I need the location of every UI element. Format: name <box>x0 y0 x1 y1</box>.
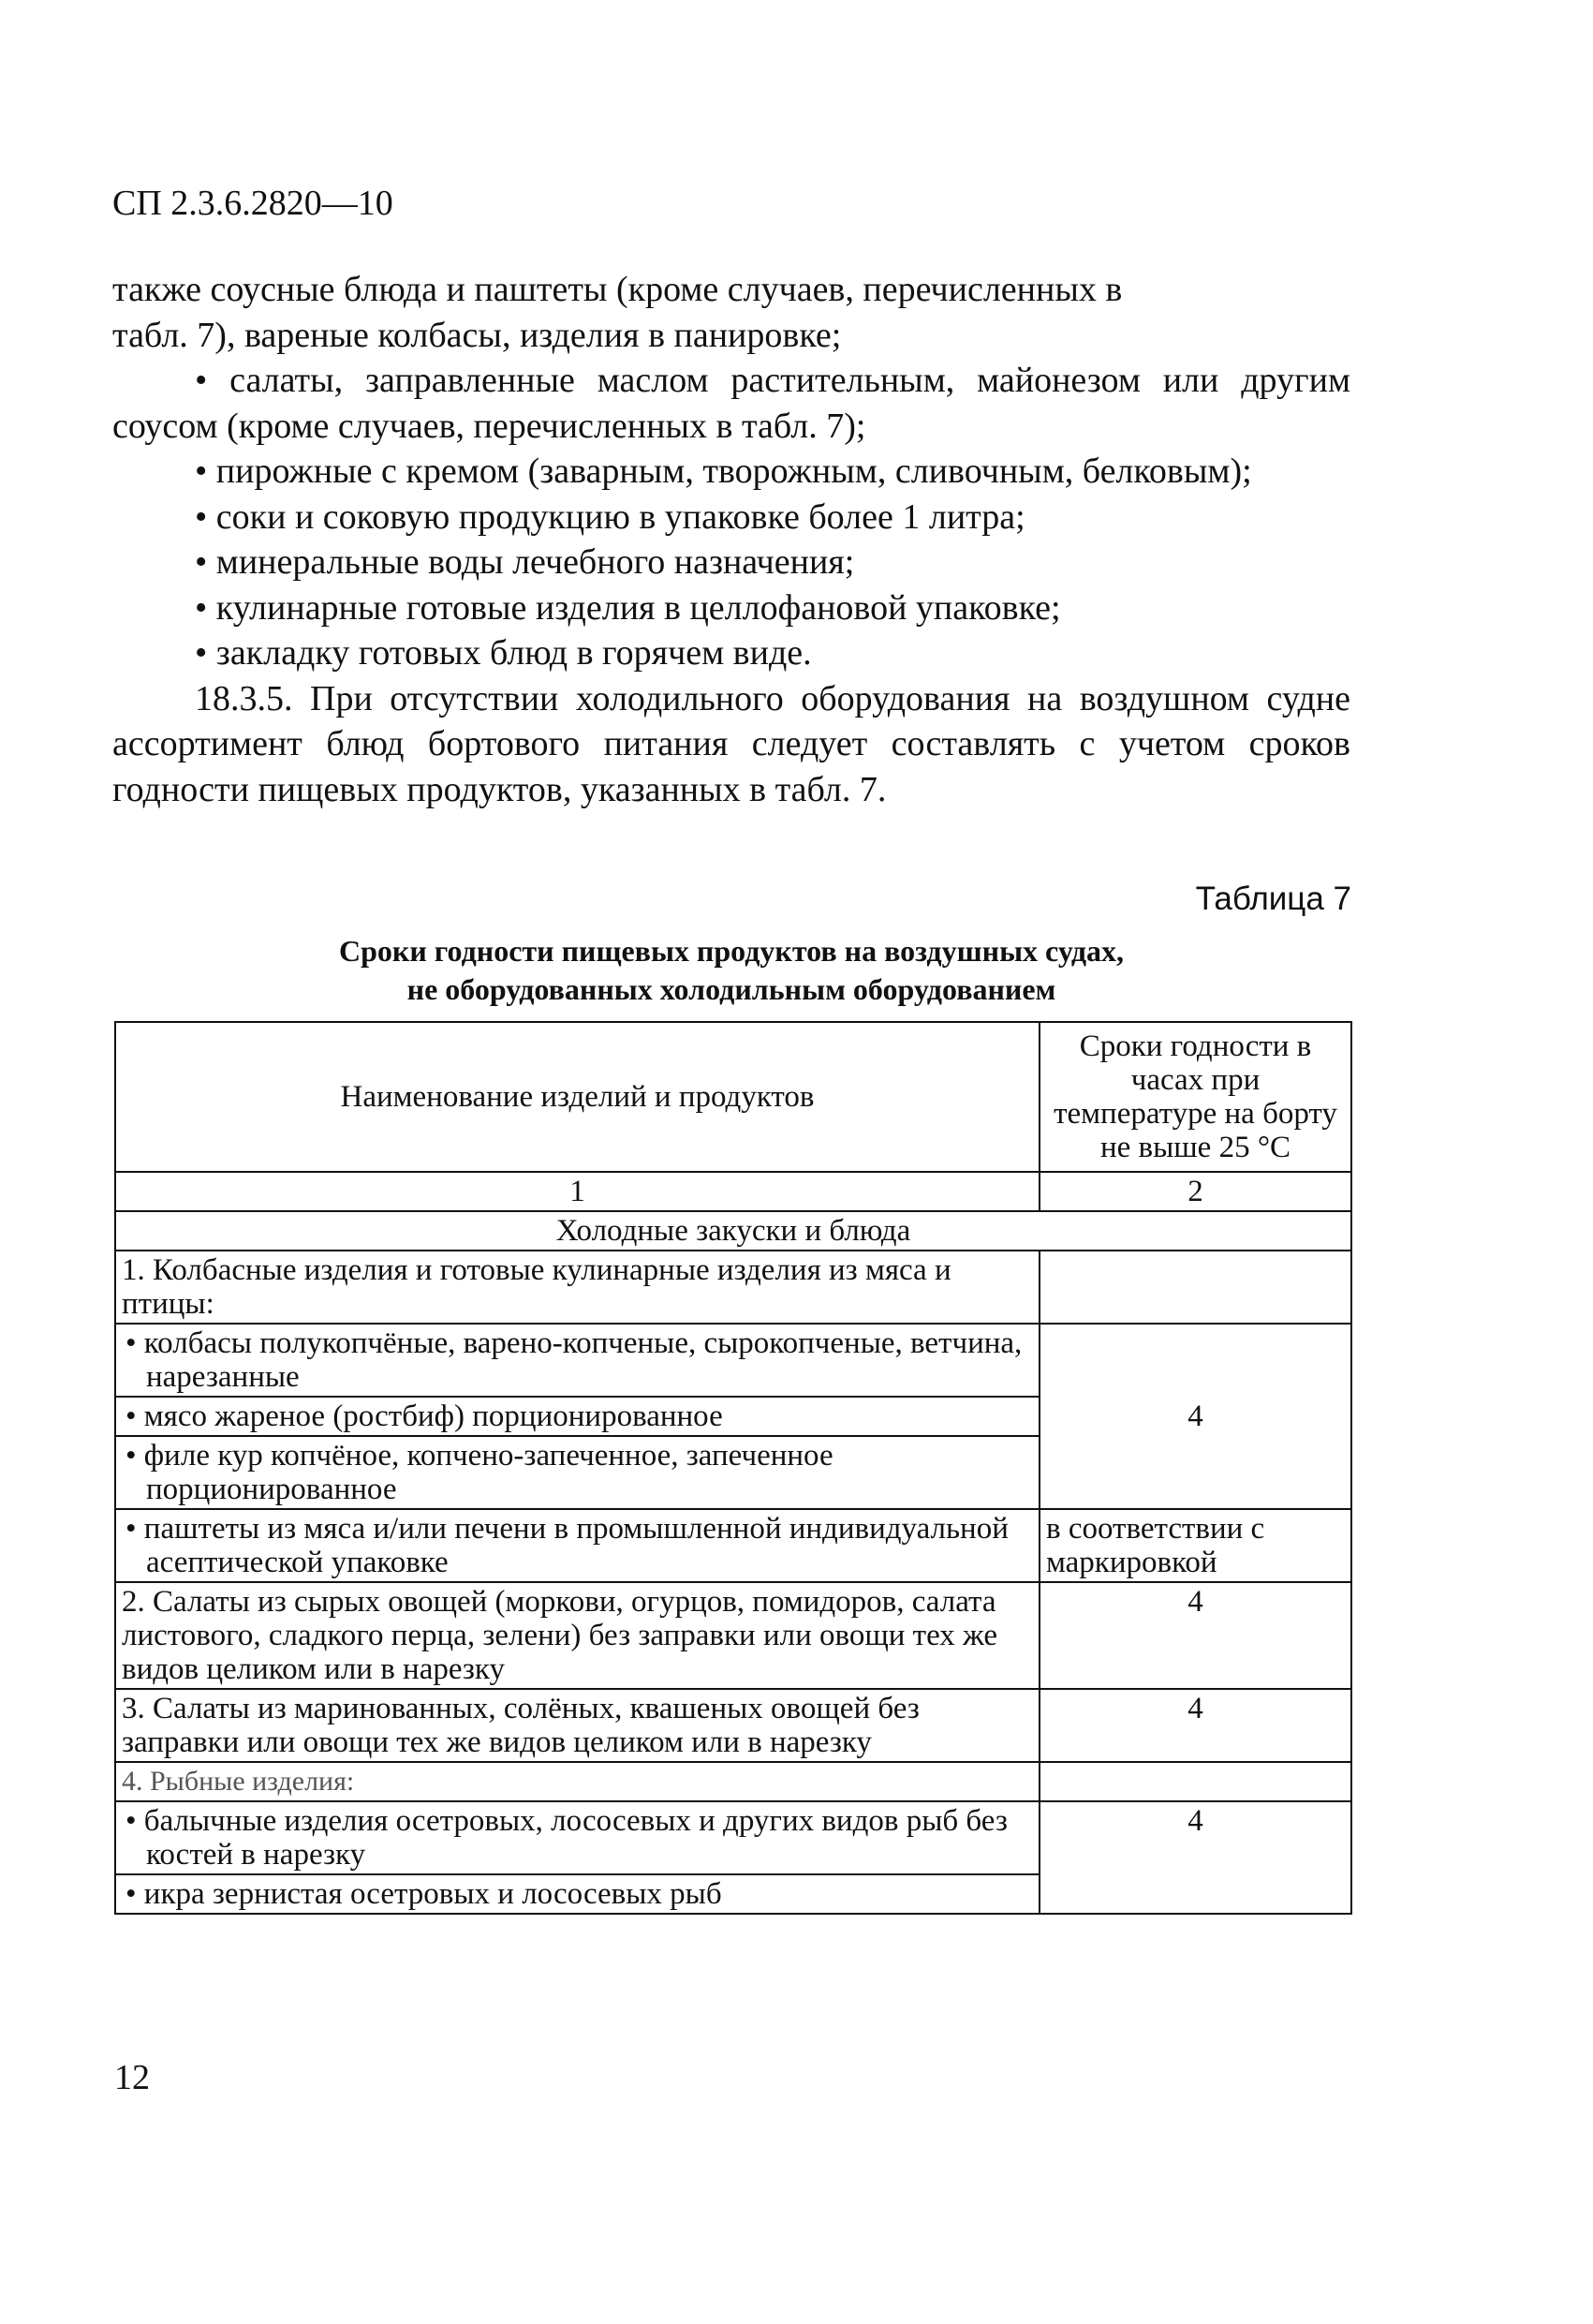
table-title-line: Сроки годности пищевых продуктов на воздушных судах, <box>338 934 1124 968</box>
table-title <box>112 932 1350 1009</box>
table-row <box>115 1582 1351 1689</box>
section-heading: Холодные закуски и блюда <box>115 1211 1351 1251</box>
body-text <box>112 267 1350 812</box>
column-number-1: 1 <box>115 1172 1040 1211</box>
row-value-empty <box>1040 1762 1351 1801</box>
row-value: в соответствии с маркировкой <box>1040 1509 1351 1582</box>
header-cell-shelf-life: Сроки годности в часах при температуре на борту не выше 25 °С <box>1040 1022 1351 1172</box>
column-number-row <box>115 1172 1351 1211</box>
row-label: • филе кур копчёное, копчено-запеченное, запеченное порционированное <box>115 1436 1040 1509</box>
document-code: СП 2.3.6.2820—10 <box>112 184 393 223</box>
shelf-life-table <box>114 1021 1352 1915</box>
row-value-empty <box>1040 1251 1351 1324</box>
row-label: • икра зернистая осетровых и лососевых рыб <box>115 1874 1040 1914</box>
row-label: 4. Рыбные изделия: <box>115 1762 1040 1801</box>
bullet-item: • салаты, заправленные маслом растительным, майонезом или другим соусом (кроме случаев, перечисленных в табл. 7); <box>112 361 1350 446</box>
row-label: • мясо жареное (ростбиф) порционированное <box>115 1397 1040 1436</box>
header-cell-products: Наименование изделий и продуктов <box>115 1022 1040 1172</box>
table-row <box>115 1251 1351 1324</box>
table-row <box>115 1762 1351 1801</box>
bullet-item: • закладку готовых блюд в горячем виде. <box>195 633 812 673</box>
table-row <box>115 1801 1351 1874</box>
paragraph-line: табл. 7), вареные колбасы, изделия в панировке; <box>112 315 842 355</box>
row-label: 1. Колбасные изделия и готовые кулинарные изделия из мяса и птицы: <box>115 1251 1040 1324</box>
table-row <box>115 1689 1351 1762</box>
row-label: • балычные изделия осетровых, лососевых и других видов рыб без костей в нарезку <box>115 1801 1040 1874</box>
row-value: 4 <box>1040 1324 1351 1509</box>
paragraph-line: также соусные блюда и паштеты (кроме случаев, перечисленных в <box>112 270 1123 309</box>
bullet-item: • кулинарные готовые изделия в целлофановой упаковке; <box>195 587 1061 628</box>
row-value: 4 <box>1040 1801 1351 1914</box>
table-row <box>115 1324 1351 1397</box>
row-label: • колбасы полукопчёные, варено-копченые, сырокопченые, ветчина, нарезанные <box>115 1324 1040 1397</box>
page-number: 12 <box>114 2058 150 2097</box>
row-label: • паштеты из мяса и/или печени в промышленной индивидуальной асептической упаковке <box>115 1509 1040 1582</box>
table-row <box>115 1509 1351 1582</box>
table-title-line: не оборудованных холодильным оборудованием <box>406 972 1056 1006</box>
bullet-item: • минеральные воды лечебного назначения; <box>195 542 855 582</box>
table-label: Таблица 7 <box>1195 881 1351 917</box>
section-row <box>115 1211 1351 1251</box>
table-header-row <box>115 1022 1351 1172</box>
paragraph-18-3-5: 18.3.5. При отсутствии холодильного оборудования на воздушном судне ассортимент блюд бортового питания следует составлять с учетом сроков годности пищевых продуктов, указанных в табл. 7. <box>112 678 1350 809</box>
row-value: 4 <box>1040 1689 1351 1762</box>
row-label: 3. Салаты из маринованных, солёных, квашеных овощей без заправки или овощи тех же видов целиком или в нарезку <box>115 1689 1040 1762</box>
column-number-2: 2 <box>1040 1172 1351 1211</box>
row-value: 4 <box>1040 1582 1351 1689</box>
paragraph-continuation <box>112 267 1350 358</box>
row-label: 2. Салаты из сырых овощей (моркови, огурцов, помидоров, салата листового, сладкого перца, зелени) без заправки или овощи тех же видов целиком или в нарезку <box>115 1582 1040 1689</box>
bullet-item: • соки и соковую продукцию в упаковке более 1 литра; <box>195 496 1025 537</box>
bullet-item: • пирожные с кремом (заварным, творожным, сливочным, белковым); <box>195 451 1252 491</box>
